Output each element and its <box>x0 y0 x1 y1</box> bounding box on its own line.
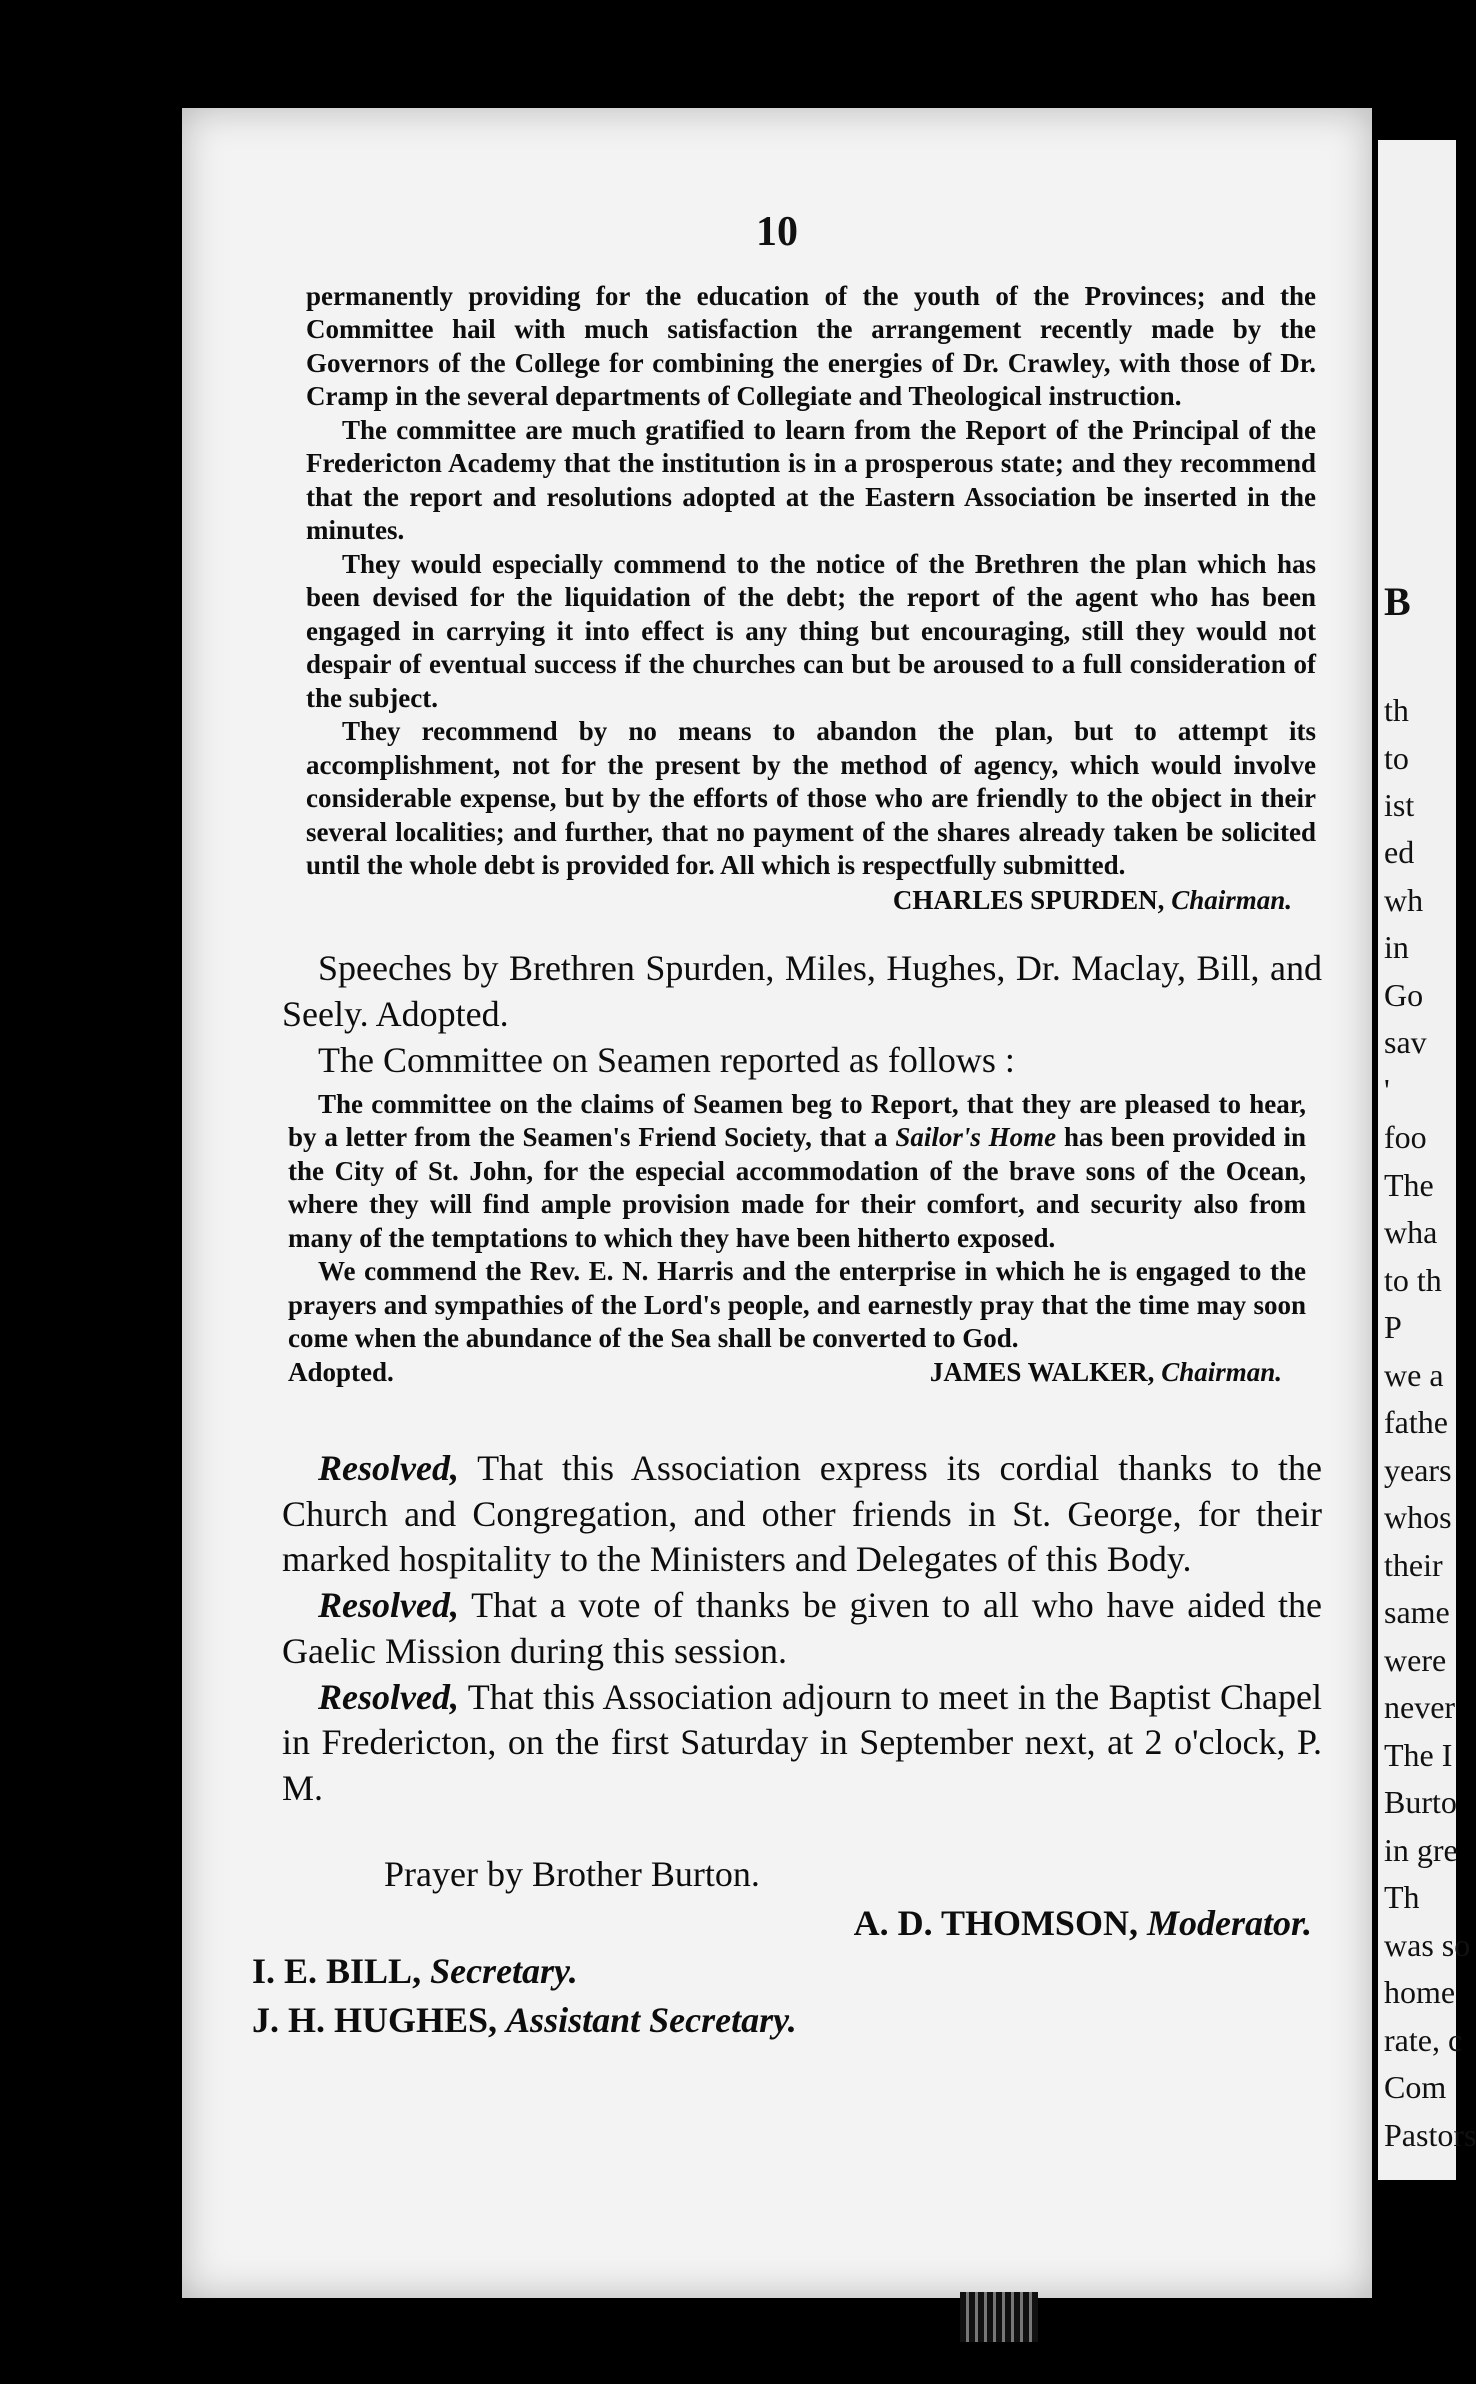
speeches-text: Speeches by Brethren Spurden, Miles, Hughes, Dr. Maclay, Bill, and Seely. Adopted. <box>282 948 1322 1034</box>
resolution-text: That a vote of thanks be given to all who have aided the Gaelic Mission during this session. <box>282 1585 1322 1671</box>
right-page-line: same <box>1384 1594 1450 1630</box>
book-page-right <box>1378 140 1476 2180</box>
seamen-text: The committee on the claims of Seamen beg to Report, that they are pleased to hear, by a letter from the Seamen's Friend Society, that a <box>288 1089 1306 1153</box>
signature-name: JAMES WALKER, <box>929 1356 1155 1387</box>
resolved-label: Resolved, <box>318 1585 459 1626</box>
seamen-intro <box>282 1038 1322 1084</box>
resolved-label: Resolved, <box>318 1676 459 1717</box>
right-page-line: The I <box>1384 1737 1453 1773</box>
book-page-left <box>182 108 1372 2298</box>
seamen-intro-text: The Committee on Seamen reported as follows : <box>318 1040 1015 1080</box>
speeches-paragraph <box>282 946 1322 1037</box>
right-page-title: B <box>1384 579 1411 624</box>
right-page-line: to th <box>1384 1262 1442 1298</box>
right-page-line: ed <box>1384 834 1415 870</box>
adopted-label: Adopted. <box>288 1356 394 1387</box>
signature-role: Chairman. <box>1161 1356 1282 1387</box>
right-page-line: fathe <box>1384 1404 1448 1440</box>
right-page-line: home <box>1384 1974 1456 2010</box>
moderator-role: Moderator. <box>1146 1902 1312 1943</box>
assistant-name: J. H. HUGHES, <box>252 1999 498 2040</box>
resolution <box>282 1675 1322 1812</box>
right-page-line: never <box>1384 1689 1456 1725</box>
report-paragraph: They would especially commend to the notice of the Brethren the plan which has been devised for the liquidation of the debt; the report of the agent who has been engaged in carrying it into effect is any thing but encouraging, still they would not despair of eventual success if the churches can but be aroused to a full consideration of the subject. <box>306 548 1316 713</box>
right-page-line: ' <box>1384 1072 1390 1108</box>
secretary-name: I. E. BILL, <box>252 1951 422 1992</box>
resolutions <box>282 1446 1322 1812</box>
right-page-line: ist <box>1384 787 1415 823</box>
resolved-label: Resolved, <box>318 1448 459 1488</box>
right-page-line: Go <box>1384 977 1424 1013</box>
right-page-line: Th <box>1384 1879 1420 1915</box>
moderator-line <box>252 1899 1332 1948</box>
right-page-line: sav <box>1384 1024 1427 1060</box>
committee-report <box>306 280 1316 918</box>
seamen-signature <box>930 1356 1282 1389</box>
right-page-line: years <box>1384 1452 1452 1488</box>
right-page-line: Pastors <box>1384 2117 1476 2153</box>
right-page-line: th <box>1384 692 1409 728</box>
assistant-secretary-line <box>252 1996 1332 2045</box>
seamen-text: has been provided in the City of St. John, for the especial accommodation of the brave sons of the Ocean, where they will find ample provision made for their comfort, and security also from many of the temptations to which they have been hitherto exposed. <box>288 1122 1306 1253</box>
right-page-line: in gre <box>1384 1832 1458 1868</box>
assistant-role: Assistant Secretary. <box>506 1999 797 2040</box>
right-page-line: we a <box>1384 1357 1444 1393</box>
right-page-line: their <box>1384 1547 1443 1583</box>
right-page-line: P <box>1384 1309 1402 1345</box>
right-page-line: wha <box>1384 1214 1438 1250</box>
secretary-line <box>252 1947 1332 1996</box>
page-number: 10 <box>756 209 798 255</box>
committee-signature <box>306 884 1316 917</box>
resolution <box>282 1583 1322 1674</box>
closing-block <box>252 1850 1332 2044</box>
report-paragraph: They recommend by no means to abandon the plan, but to attempt its accomplishment, not for the present by the method of agency, which would involve considerable expense, but by the efforts of those who are friendly to the object in their several localities; and further, that no payment of the shares already taken be solicited until the whole debt is provided for. All which is respectfully submitted. <box>306 716 1316 880</box>
right-page-line: The <box>1384 1167 1434 1203</box>
signature-role: Chairman. <box>1171 885 1292 916</box>
right-page-line: Burto <box>1384 1784 1457 1820</box>
right-page-line: wh <box>1384 882 1424 918</box>
moderator-name: A. D. THOMSON, <box>853 1902 1138 1943</box>
seamen-report <box>288 1088 1306 1389</box>
right-page-line: whos <box>1384 1499 1452 1535</box>
seamen-signature-line <box>288 1356 1306 1389</box>
right-page-line: to <box>1384 740 1409 776</box>
right-page-line: were <box>1384 1642 1447 1678</box>
prayer-line: Prayer by Brother Burton. <box>384 1854 760 1894</box>
seamen-paragraph: We commend the Rev. E. N. Harris and the enterprise in which he is engaged to the prayers and sympathies of the Lord's people, and earnestly pray that the time may soon come when the abundance of the Sea shall be converted to God. <box>288 1256 1306 1354</box>
right-page-line: in <box>1384 929 1409 965</box>
secretary-role: Secretary. <box>430 1951 578 1992</box>
binding-edge <box>960 2292 1038 2342</box>
resolution-text: That this Association adjourn to meet in the Baptist Chapel in Fredericton, on the first Saturday in September next, at 2 o'clock, P. M. <box>282 1676 1322 1809</box>
right-page-line: was so <box>1384 1927 1471 1963</box>
right-page-line: foo <box>1384 1119 1427 1155</box>
right-page-line: Com <box>1384 2069 1447 2105</box>
sailors-home-text: Sailor's Home <box>895 1122 1057 1153</box>
right-page-line: rate, c <box>1384 2022 1463 2058</box>
report-paragraph: The committee are much gratified to learn from the Report of the Principal of the Fredericton Academy that the institution is in a prosperous state; and they recommend that the report and resolutions adopted at the Eastern Association be inserted in the minutes. <box>306 414 1316 546</box>
resolution-text: That this Association express its cordial thanks to the Church and Congregation, and other friends in St. George, for their marked hospitality to the Ministers and Delegates of this Body. <box>282 1448 1322 1580</box>
resolution <box>282 1446 1322 1583</box>
seamen-paragraph <box>288 1088 1306 1255</box>
report-paragraph: permanently providing for the education of the youth of the Provinces; and the Committee hail with much satisfaction the arrangement recently made by the Governors of the College for combining the energies of Dr. Crawley, with those of Dr. Cramp in the several departments of Collegiate and Theological instruction. <box>306 281 1316 412</box>
signature-name: CHARLES SPURDEN, <box>892 885 1165 916</box>
